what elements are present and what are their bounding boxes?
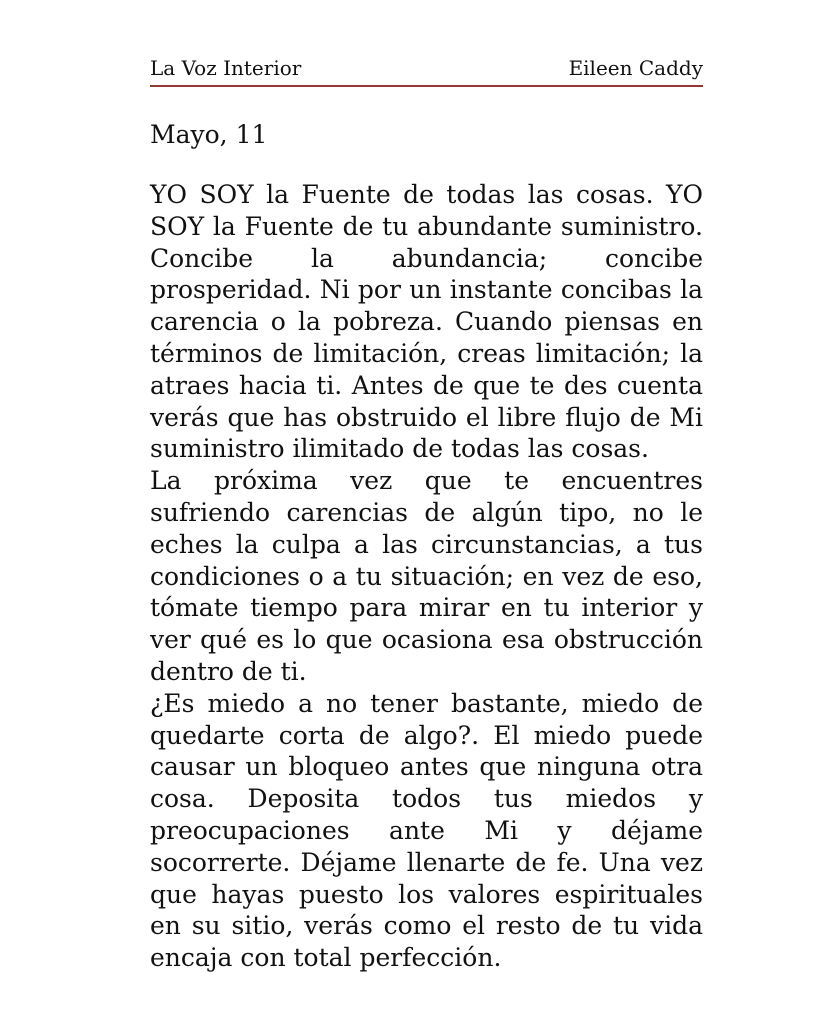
book-title: La Voz Interior bbox=[150, 56, 302, 80]
date-heading: Mayo, 11 bbox=[150, 120, 268, 149]
page-header bbox=[150, 56, 703, 80]
paragraph: La próxima vez que te encuentres sufriendo carencias de algún tipo, no le eches la culpa a las circunstancias, a tus condiciones o a tu situación; en vez de eso, tómate tiempo para mirar en tu interior y ver qué es lo que ocasiona esa obstrucción dentro de ti. bbox=[150, 466, 703, 686]
author-name: Eileen Caddy bbox=[568, 56, 703, 80]
paragraph: YO SOY la Fuente de todas las cosas. YO SOY la Fuente de tu abundante suministro. Concibe la abundancia; concibe prosperidad. Ni por un instante concibas la carencia o la pobreza. Cuando piensas en términos de limitación, creas limitación; la atraes hacia ti. Antes de que te des cuenta verás que has obstruido el libre flujo de Mi suministro ilimitado de todas las cosas. bbox=[150, 180, 703, 464]
body-text bbox=[150, 179, 703, 974]
header-rule bbox=[150, 85, 703, 87]
paragraph: ¿Es miedo a no tener bastante, miedo de quedarte corta de algo?. El miedo puede causar un bloqueo antes que ninguna otra cosa. Deposita todos tus miedos y preocupaciones ante Mi y déjame socorrerte. Déjame llenarte de fe. Una vez que hayas puesto los valores espirituales en su sitio, verás como el resto de tu vida encaja con total perfección. bbox=[150, 688, 703, 973]
